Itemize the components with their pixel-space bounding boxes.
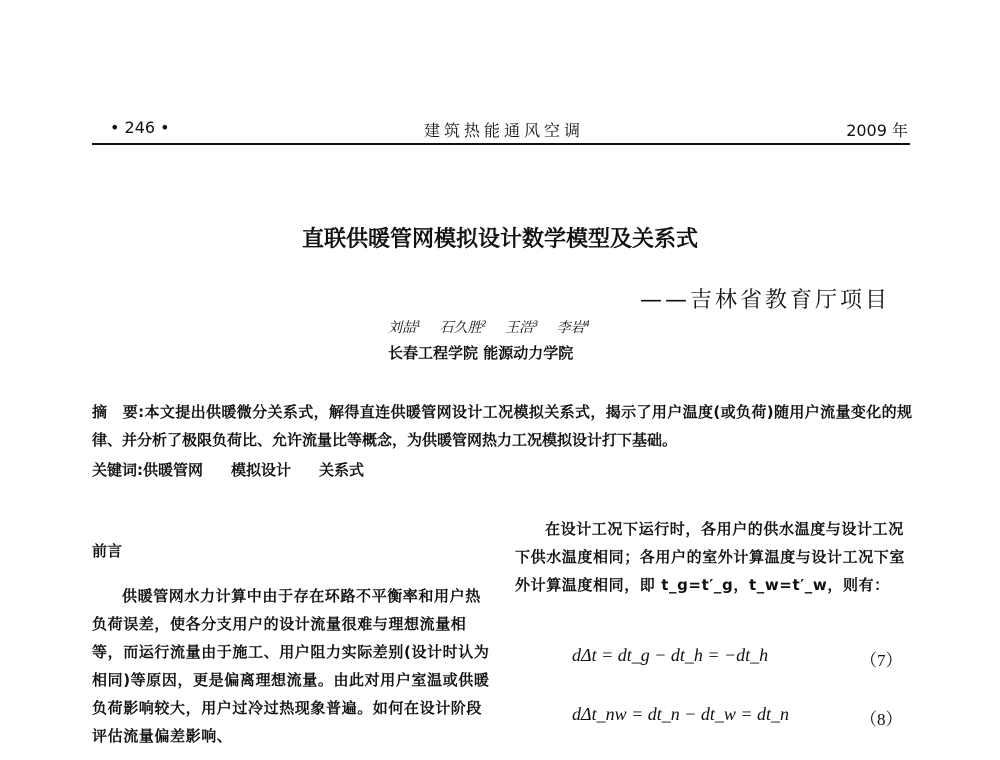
left-column-paragraph: 供暖管网水力计算中由于存在环路不平衡率和用户热负荷误差，使各分支用户的设计流量很难与理想流量相等，而运行流量由于施工、用户阻力实际差别(设计时认为相同)等原因，更是偏离理想流量。由此对用户室温或供暖负荷影响较大，用户过冷过热现象普遍。如何在设计阶段评估流量偏差影响、 [92,587,490,745]
equation-8: dΔt_nw = dt_n − dt_w = dt_n [572,704,790,724]
keyword: 供暖管网 [143,461,204,479]
author: 王浩$^3$ [505,319,539,336]
abstract-text: 本文提出供暖微分关系式，解得直连供暖管网设计工况模拟关系式，揭示了用户温度(或负荷)随用户流量变化的规律、并分析了极限负荷比、允许流量比等概念，为供暖管网热力工况模拟设计打下基础。 [92,403,913,449]
authors [388,317,590,337]
affiliation: 长春工程学院 能源动力学院 [388,344,574,362]
equation-number-7: （7） [860,651,903,670]
author: 石久胜$^2$ [439,319,487,336]
paper-title: 直联供暖管网模拟设计数学模型及关系式 [301,227,698,252]
abstract [92,398,912,454]
author: 李岩$^4$ [556,319,590,336]
keywords-label: 关键词: [92,461,143,479]
year: 2009 年 [846,121,908,140]
paper-subtitle: ——吉林省教育厅项目 [639,288,890,313]
keyword: 模拟设计 [231,461,292,479]
abstract-label: 摘 要: [92,403,145,421]
keyword: 关系式 [319,461,365,479]
equation-number-8: （8） [860,710,903,729]
right-column-paragraph: 在设计工况下运行时，各用户的供水温度与设计工况下供水温度相同；各用户的室外计算温度与设计工况下室外计算温度相同，即 t_g=t′_g，t_w=t′_w，则有： [515,520,906,594]
header-rule [92,143,910,145]
author: 刘喆$^1$ [388,319,422,336]
page-number: • 246 • [110,118,170,137]
keywords [92,456,392,484]
equation-7: dΔt = dt_g − dt_h = −dt_h [572,645,769,665]
journal-name: 建筑热能通风空调 [424,121,585,140]
section-heading: 前言 [92,542,123,560]
